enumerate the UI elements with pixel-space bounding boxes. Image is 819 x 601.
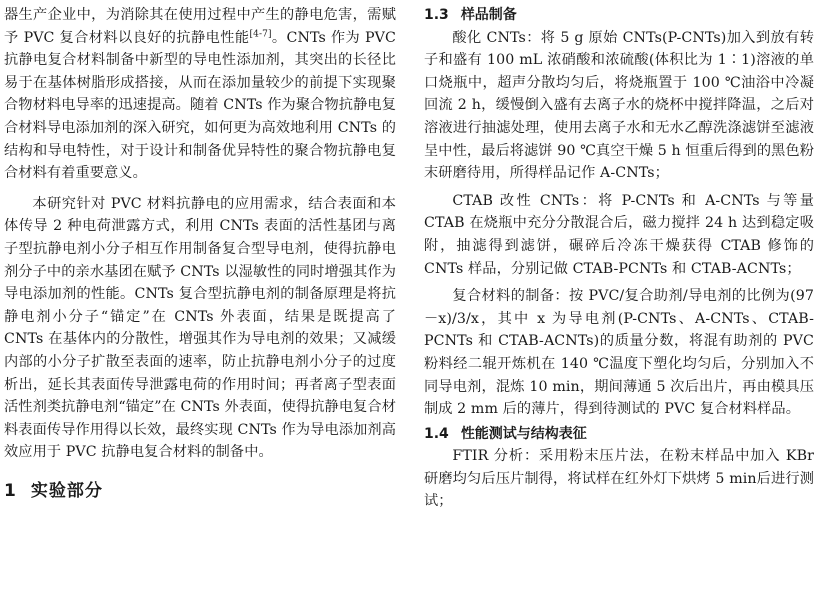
acid-cnts-paragraph: 酸化 CNTs：将 5 g 原始 CNTs(P-CNTs)加入到放有转子和盛有 100 mL 浓硝酸和浓硫酸(体积比为 1∶1)溶液的单口烧瓶中，超声分散均匀后，将烧瓶置于 100 ℃油浴中冷凝回流 2 h，缓慢倒入盛有去离子水的烧杯中搅拌降温，之后对溶液进行抽滤处理，使用去离子水和无水乙醇洗涤滤饼至滤液呈中性，最后将滤饼 90 ℃真空干燥 5 h 恒重后得到的黑色粉末研磨待用，所得样品记作 A-CNTs； xyxy=(424,29,814,182)
intro-paragraph-2: 本研究针对 PVC 材料抗静电的应用需求，结合表面和本体传导 2 种电荷泄露方式，利用 CNTs 表面的活性基团与离子型抗静电剂小分子相互作用制备复合型导电剂，使得抗静电剂分子中的亲水基团在赋予 CNTs 以湿敏性的同时增强其作为导电添加剂的性能。CNTs 复合型抗静电剂的制备原理是将抗静电剂小分子“锚定”在 CNTs 外表面，结果是既提高了 CNTs 在基体内的分散性，增强其作为导电剂的效果；又减缓内部的小分子扩散至表面的速率，防止抗静电剂小分子的过度析出，延长其表面传导泄露电荷的作用时间；再者离子型表面活性剂类抗静电剂“锚定”在 CNTs 外表面，使得抗静电复合材料表面传导作用得以长效，最终实现 CNTs 作为导电添加剂高效应用于 PVC 抗静电复合材料的制备中。 xyxy=(4,195,396,461)
section-heading xyxy=(4,478,396,504)
right-column xyxy=(424,4,814,513)
intro-paragraph-1-text: 器生产企业中，为消除其在使用过程中产生的静电危害，需赋予 PVC 复合材料以良好的抗静电性能 xyxy=(4,7,396,46)
subsection-heading-1-4 xyxy=(424,423,814,446)
section-number: 1 xyxy=(4,480,17,501)
left-column xyxy=(4,4,396,504)
subsection-title: 性能测试与结构表征 xyxy=(460,425,587,442)
subsection-number: 1.4 xyxy=(424,425,449,442)
section-title: 实验部分 xyxy=(30,480,103,501)
ftir-paragraph: FTIR 分析：采用粉末压片法，在粉末样品中加入 KBr 研磨均匀后压片制得，将试样在红外灯下烘烤 5 min后进行测试； xyxy=(424,448,814,510)
intro-paragraph-1 xyxy=(4,4,396,185)
subsection-title: 样品制备 xyxy=(460,7,517,23)
subsection-heading-1-3 xyxy=(424,4,814,27)
citation-ref: [4-7] xyxy=(249,28,272,39)
composite-prep-paragraph: 复合材料的制备：按 PVC/复合助剂/导电剂的比例为(97－x)/3/x，其中 x 为导电剂(P-CNTs、A-CNTs、CTAB-PCNTs 和 CTAB-ACNTs)的质量分数，将混有助剂的 PVC 粉料经二辊开炼机在 140 ℃温度下塑化均匀后，分别加入不同导电剂，混炼 10 min，期间薄通 5 次后出片，再由模具压制成 2 mm 后的薄片，得到待测试的 PVC 复合材料样品。 xyxy=(424,288,814,418)
ctab-cnts-paragraph: CTAB 改性 CNTs：将 P-CNTs 和 A-CNTs 与等量 CTAB 在烧瓶中充分分散混合后，磁力搅拌 24 h 达到稳定吸附，抽滤得到滤饼，碾碎后冷冻干燥获得 CTAB 修饰的 CNTs 样品，分别记做 CTAB-PCNTs 和 CTAB-ACNTs； xyxy=(424,192,814,277)
intro-paragraph-1-tail: 。CNTs 作为 PVC 抗静电复合材料制备中新型的导电性添加剂，其突出的长径比易于在基体树脂形成搭接，从而在添加量较少的前提下实现聚合物材料电导率的迅速提高。随着 CNTs 作为聚合物抗静电复合材料导电添加剂的深入研究，如何更为高效地利用 CNTs 的结构和导电特性，对于设计和制备优异特性的聚合物抗静电复合材料有着重要意义。 xyxy=(4,29,396,182)
subsection-number: 1.3 xyxy=(424,7,449,23)
